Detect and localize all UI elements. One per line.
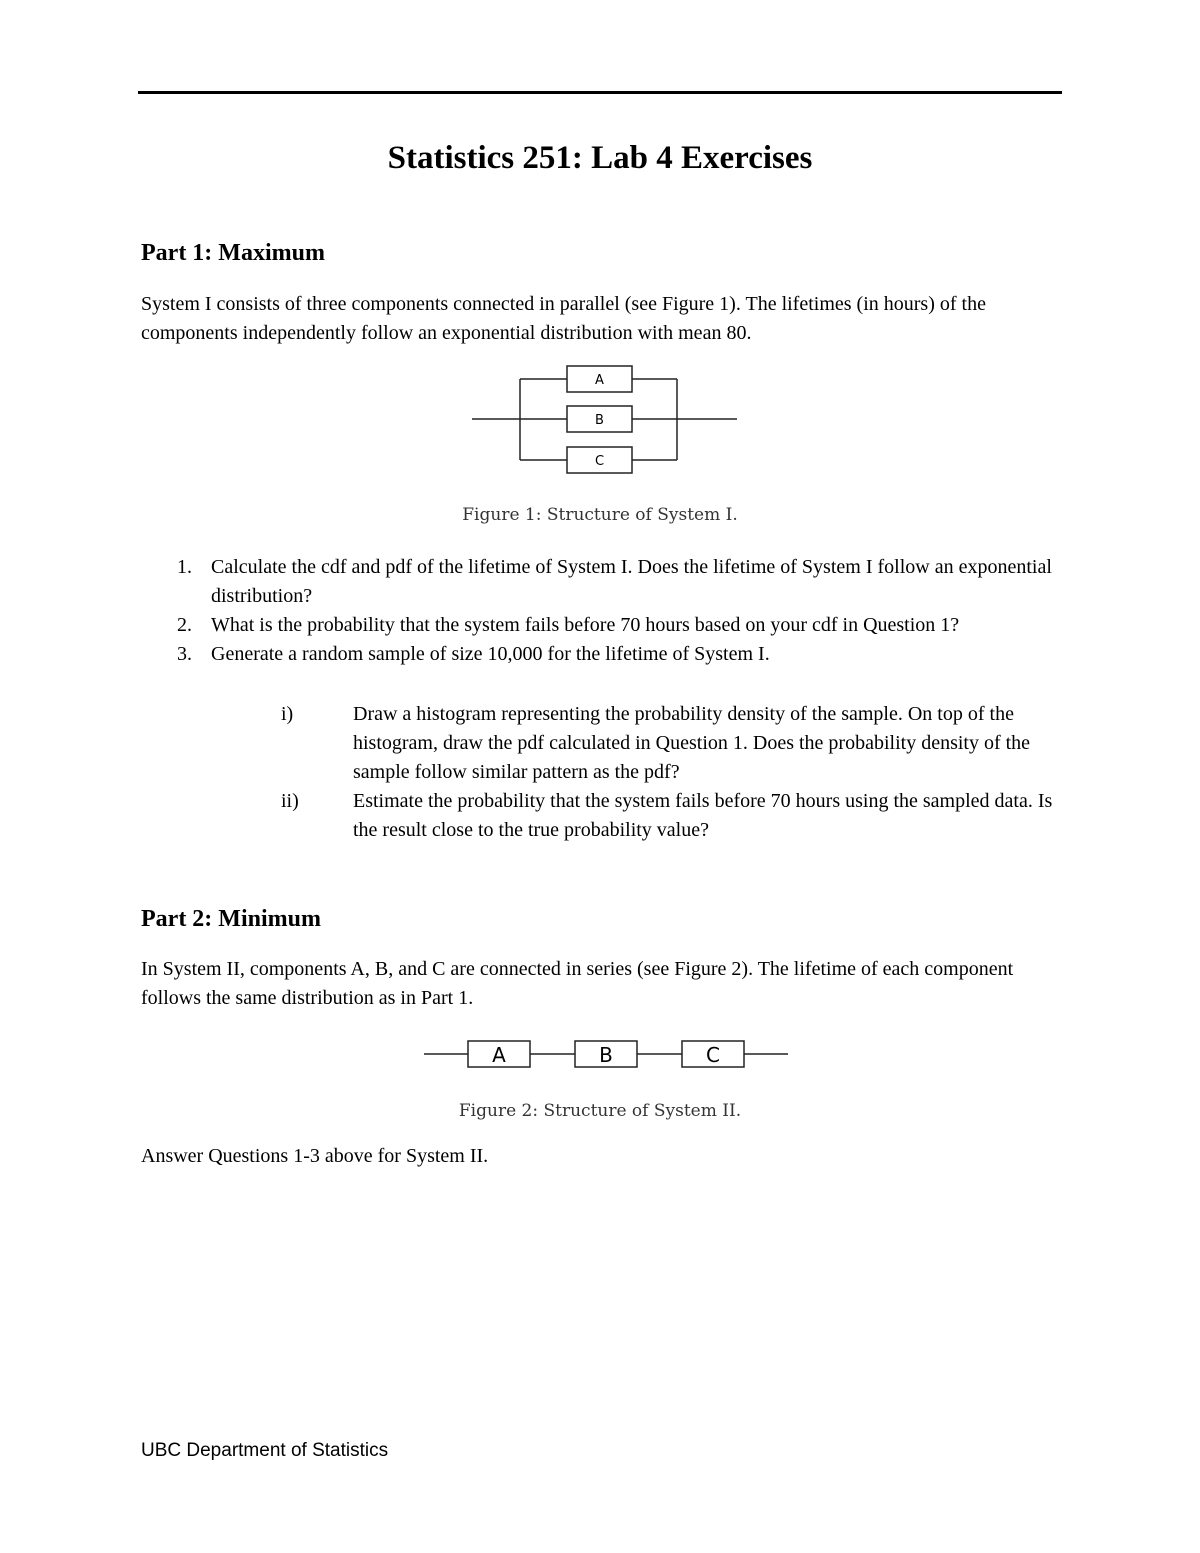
page-title: Statistics 251: Lab 4 Exercises	[387, 140, 813, 176]
figure2-caption: Figure 2: Structure of System II.	[458, 1101, 742, 1121]
series-component-b-label: B	[599, 1043, 613, 1067]
part1-heading: Part 1: Maximum	[141, 240, 325, 266]
question-list	[141, 553, 1071, 669]
question-number: 1.	[177, 556, 192, 578]
part2-closing: Answer Questions 1-3 above for System II.	[141, 1145, 489, 1167]
question-item	[141, 640, 1071, 669]
subquestion-text: Draw a histogram representing the probability density of the sample. On top of the histogram, draw the pdf calculated in Question 1. Does the probability density of the sample follow similar pattern as the pdf?	[353, 703, 1031, 783]
question-item	[141, 553, 1071, 611]
subquestion-number: ii)	[281, 790, 299, 812]
subquestion-item	[141, 787, 1071, 845]
subquestion-list	[141, 700, 1071, 845]
figure1-caption: Figure 1: Structure of System I.	[462, 505, 738, 525]
question-number: 2.	[177, 614, 192, 636]
component-c-label: C	[594, 454, 605, 469]
subquestion-item	[141, 700, 1071, 787]
part2-intro: In System II, components A, B, and C are connected in series (see Figure 2). The lifetime of each component follows the same distribution as in Part 1.	[141, 958, 1014, 1009]
subquestion-number: i)	[281, 703, 294, 725]
figure1-parallel-diagram	[460, 362, 750, 477]
question-number: 3.	[177, 643, 192, 665]
question-text: Calculate the cdf and pdf of the lifetime of System I. Does the lifetime of System I follow an exponential distribution?	[211, 556, 1052, 607]
figure2-series-diagram	[420, 1038, 792, 1072]
subquestion-text: Estimate the probability that the system fails before 70 hours using the sampled data. Is the result close to the true probability value?	[353, 790, 1053, 841]
top-rule	[138, 91, 1062, 94]
question-text: Generate a random sample of size 10,000 for the lifetime of System I.	[211, 643, 770, 665]
component-b-label: B	[595, 413, 604, 428]
series-component-a-label: A	[492, 1043, 506, 1067]
question-text: What is the probability that the system fails before 70 hours based on your cdf in Question 1?	[211, 614, 960, 636]
part1-intro: System I consists of three components connected in parallel (see Figure 1). The lifetimes (in hours) of the components independently follow an exponential distribution with mean 80.	[141, 293, 986, 344]
part2-heading: Part 2: Minimum	[141, 906, 321, 932]
question-item	[141, 611, 1071, 640]
component-a-label: A	[595, 373, 604, 388]
page-footer: UBC Department of Statistics	[141, 1440, 389, 1461]
series-component-c-label: C	[706, 1043, 720, 1067]
